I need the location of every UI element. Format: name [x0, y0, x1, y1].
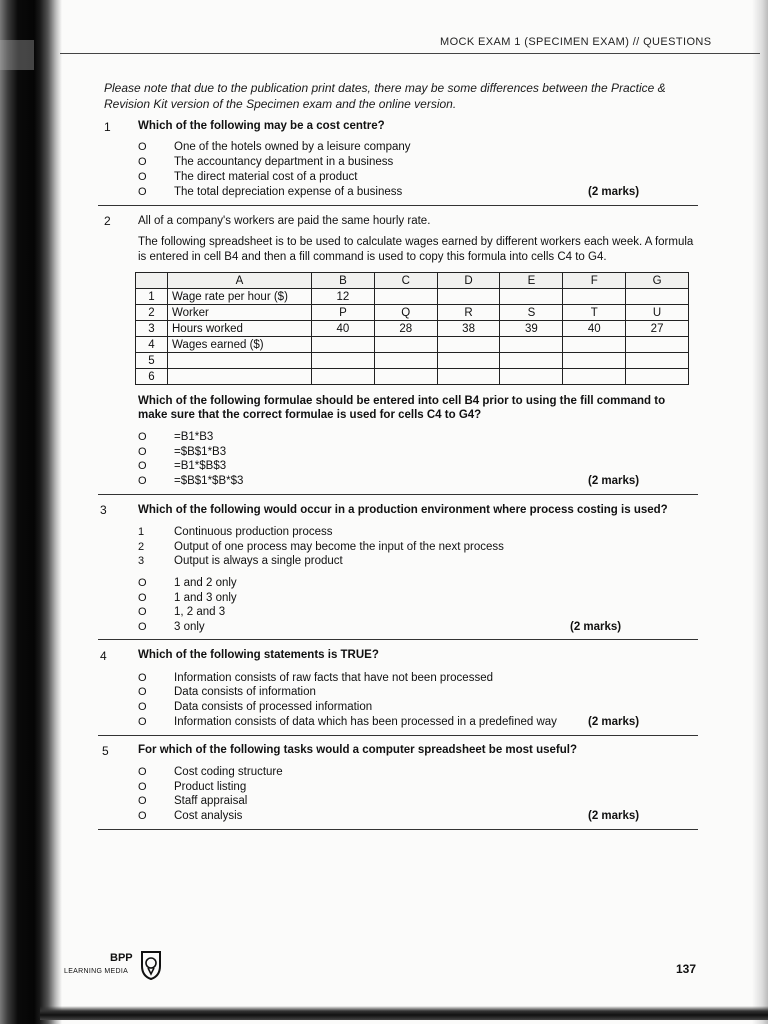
- question-text: Which of the following formulae should be entered into cell B4 prior to using the fill command to: [138, 395, 666, 407]
- answer-option[interactable]: O Data consists of processed information: [138, 701, 373, 713]
- radio-circle-icon: O: [138, 577, 147, 589]
- radio-circle-icon: O: [138, 766, 147, 778]
- table-cell: F: [563, 273, 626, 289]
- question-number: 5: [102, 744, 109, 758]
- table-cell: [312, 353, 375, 369]
- table-cell: A: [168, 273, 312, 289]
- spreadsheet-table: [135, 272, 689, 385]
- answer-option[interactable]: O The direct material cost of a product: [138, 171, 358, 183]
- table-cell: [437, 353, 500, 369]
- table-cell: [168, 353, 312, 369]
- radio-circle-icon: O: [138, 795, 147, 807]
- table-cell: Worker: [168, 305, 312, 321]
- table-row: [136, 321, 689, 337]
- table-cell: [168, 369, 312, 385]
- radio-circle-icon: O: [138, 606, 147, 618]
- question-intro: The following spreadsheet is to be used to calculate wages earned by different workers each week. A formula is entered in cell B4 and then a fill command is used to copy this formula into cells C4 to G4.: [138, 236, 694, 263]
- table-cell: 2: [136, 305, 168, 321]
- question-text: Which of the following would occur in a production environment where process costing is used?: [138, 504, 668, 516]
- radio-circle-icon: O: [138, 446, 147, 458]
- publication-note: Please note that due to the publication print dates, there may be some differences between the Practice & Revision Kit version of the Specimen exam and the online version.: [104, 81, 666, 111]
- answer-option[interactable]: O Information consists of raw facts that have not been processed: [138, 672, 493, 684]
- table-cell: 12: [312, 289, 375, 305]
- question-text: For which of the following tasks would a computer spreadsheet be most useful?: [138, 744, 577, 756]
- answer-option[interactable]: O 1, 2 and 3: [138, 606, 226, 618]
- answer-option[interactable]: O =$B$1*$B*$3: [138, 475, 244, 487]
- radio-circle-icon: O: [138, 141, 147, 153]
- table-cell: [626, 369, 689, 385]
- table-cell: [136, 273, 168, 289]
- statement-item: 3 Output is always a single product: [138, 555, 343, 567]
- table-cell: [563, 289, 626, 305]
- table-cell: [500, 289, 563, 305]
- table-cell: 40: [563, 321, 626, 337]
- radio-circle-icon: O: [138, 621, 147, 633]
- table-cell: [437, 337, 500, 353]
- table-cell: [626, 353, 689, 369]
- marks-label: (2 marks): [588, 186, 640, 198]
- answer-option[interactable]: O The total depreciation expense of a business: [138, 186, 403, 198]
- marks-label: (2 marks): [570, 621, 622, 633]
- answer-option[interactable]: O 1 and 3 only: [138, 592, 237, 604]
- question-divider: [98, 735, 698, 736]
- table-cell: Wages earned ($): [168, 337, 312, 353]
- answer-option[interactable]: O Data consists of information: [138, 686, 316, 698]
- answer-option[interactable]: O =$B$1*B3: [138, 446, 227, 458]
- table-cell: [626, 337, 689, 353]
- table-cell: 27: [626, 321, 689, 337]
- table-row: [136, 369, 689, 385]
- answer-option[interactable]: O 1 and 2 only: [138, 577, 237, 589]
- question-text: make sure that the correct formulae is used for cells C4 to G4?: [138, 409, 482, 421]
- table-cell: Wage rate per hour ($): [168, 289, 312, 305]
- table-cell: [374, 337, 437, 353]
- spreadsheet-header-row: [136, 273, 689, 289]
- marks-label: (2 marks): [588, 475, 640, 487]
- table-cell: G: [626, 273, 689, 289]
- statement-item: 2 Output of one process may become the input of the next process: [138, 541, 504, 553]
- table-cell: 5: [136, 353, 168, 369]
- table-row: [136, 305, 689, 321]
- radio-circle-icon: O: [138, 460, 147, 472]
- table-cell: 4: [136, 337, 168, 353]
- table-cell: [312, 369, 375, 385]
- question-divider: [98, 639, 698, 640]
- question-divider: [98, 205, 698, 206]
- table-cell: C: [374, 273, 437, 289]
- table-cell: [374, 289, 437, 305]
- publisher-logo: [64, 948, 164, 988]
- table-row: [136, 289, 689, 305]
- table-row: [136, 337, 689, 353]
- table-cell: 3: [136, 321, 168, 337]
- table-row: [136, 353, 689, 369]
- radio-circle-icon: O: [138, 186, 147, 198]
- table-cell: [437, 369, 500, 385]
- answer-option[interactable]: O The accountancy department in a business: [138, 156, 394, 168]
- table-cell: [374, 369, 437, 385]
- answer-option[interactable]: O Information consists of data which has been processed in a predefined way: [138, 716, 557, 728]
- table-cell: S: [500, 305, 563, 321]
- table-cell: P: [312, 305, 375, 321]
- question-divider: [98, 494, 698, 495]
- table-cell: [374, 353, 437, 369]
- table-cell: Q: [374, 305, 437, 321]
- table-cell: [437, 289, 500, 305]
- question-divider: [98, 829, 698, 830]
- table-cell: 1: [136, 289, 168, 305]
- radio-circle-icon: O: [138, 716, 147, 728]
- page-number: 137: [676, 962, 697, 976]
- table-cell: [626, 289, 689, 305]
- answer-option[interactable]: O Cost coding structure: [138, 766, 283, 778]
- table-cell: Hours worked: [168, 321, 312, 337]
- table-cell: E: [500, 273, 563, 289]
- header-divider: [60, 53, 760, 54]
- table-cell: [500, 353, 563, 369]
- radio-circle-icon: O: [138, 686, 147, 698]
- scan-artifact: [0, 40, 34, 70]
- logo-brand: BPP: [110, 952, 133, 964]
- radio-circle-icon: O: [138, 156, 147, 168]
- marks-label: (2 marks): [588, 716, 640, 728]
- table-cell: 40: [312, 321, 375, 337]
- question-text: Which of the following may be a cost centre?: [138, 120, 385, 132]
- question-number: 1: [104, 120, 111, 134]
- table-cell: 39: [500, 321, 563, 337]
- answer-option[interactable]: O Product listing: [138, 781, 247, 793]
- question-number: 2: [104, 214, 111, 228]
- radio-circle-icon: O: [138, 810, 147, 822]
- running-header: MOCK EXAM 1 (SPECIMEN EXAM) // QUESTIONS: [440, 36, 712, 48]
- radio-circle-icon: O: [138, 475, 147, 487]
- marks-label: (2 marks): [588, 810, 640, 822]
- question-intro: All of a company's workers are paid the same hourly rate.: [138, 215, 431, 227]
- question-number: 3: [100, 503, 107, 517]
- lion-shield-icon: [140, 950, 162, 980]
- table-cell: T: [563, 305, 626, 321]
- scan-shadow: [0, 0, 62, 1024]
- page-edge: [752, 0, 768, 1024]
- scan-shadow-bottom: [40, 1006, 768, 1020]
- logo-subtitle: LEARNING MEDIA: [64, 968, 129, 975]
- table-cell: 38: [437, 321, 500, 337]
- answer-option[interactable]: O =B1*$B$3: [138, 460, 227, 472]
- answer-option[interactable]: O 3 only: [138, 621, 205, 633]
- radio-circle-icon: O: [138, 431, 147, 443]
- answer-option[interactable]: O =B1*B3: [138, 431, 214, 443]
- question-text: Which of the following statements is TRUE?: [138, 649, 379, 661]
- radio-circle-icon: O: [138, 171, 147, 183]
- table-cell: D: [437, 273, 500, 289]
- radio-circle-icon: O: [138, 781, 147, 793]
- radio-circle-icon: O: [138, 672, 147, 684]
- question-number: 4: [100, 649, 107, 663]
- table-cell: [500, 337, 563, 353]
- answer-option[interactable]: O One of the hotels owned by a leisure company: [138, 141, 411, 153]
- table-cell: [563, 353, 626, 369]
- table-cell: [563, 369, 626, 385]
- radio-circle-icon: O: [138, 701, 147, 713]
- table-cell: R: [437, 305, 500, 321]
- table-cell: [563, 337, 626, 353]
- table-cell: 6: [136, 369, 168, 385]
- answer-option[interactable]: O Cost analysis: [138, 810, 243, 822]
- answer-option[interactable]: O Staff appraisal: [138, 795, 248, 807]
- table-cell: [500, 369, 563, 385]
- statement-item: 1 Continuous production process: [138, 526, 333, 538]
- table-cell: B: [312, 273, 375, 289]
- table-cell: [312, 337, 375, 353]
- table-cell: 28: [374, 321, 437, 337]
- table-cell: U: [626, 305, 689, 321]
- radio-circle-icon: O: [138, 592, 147, 604]
